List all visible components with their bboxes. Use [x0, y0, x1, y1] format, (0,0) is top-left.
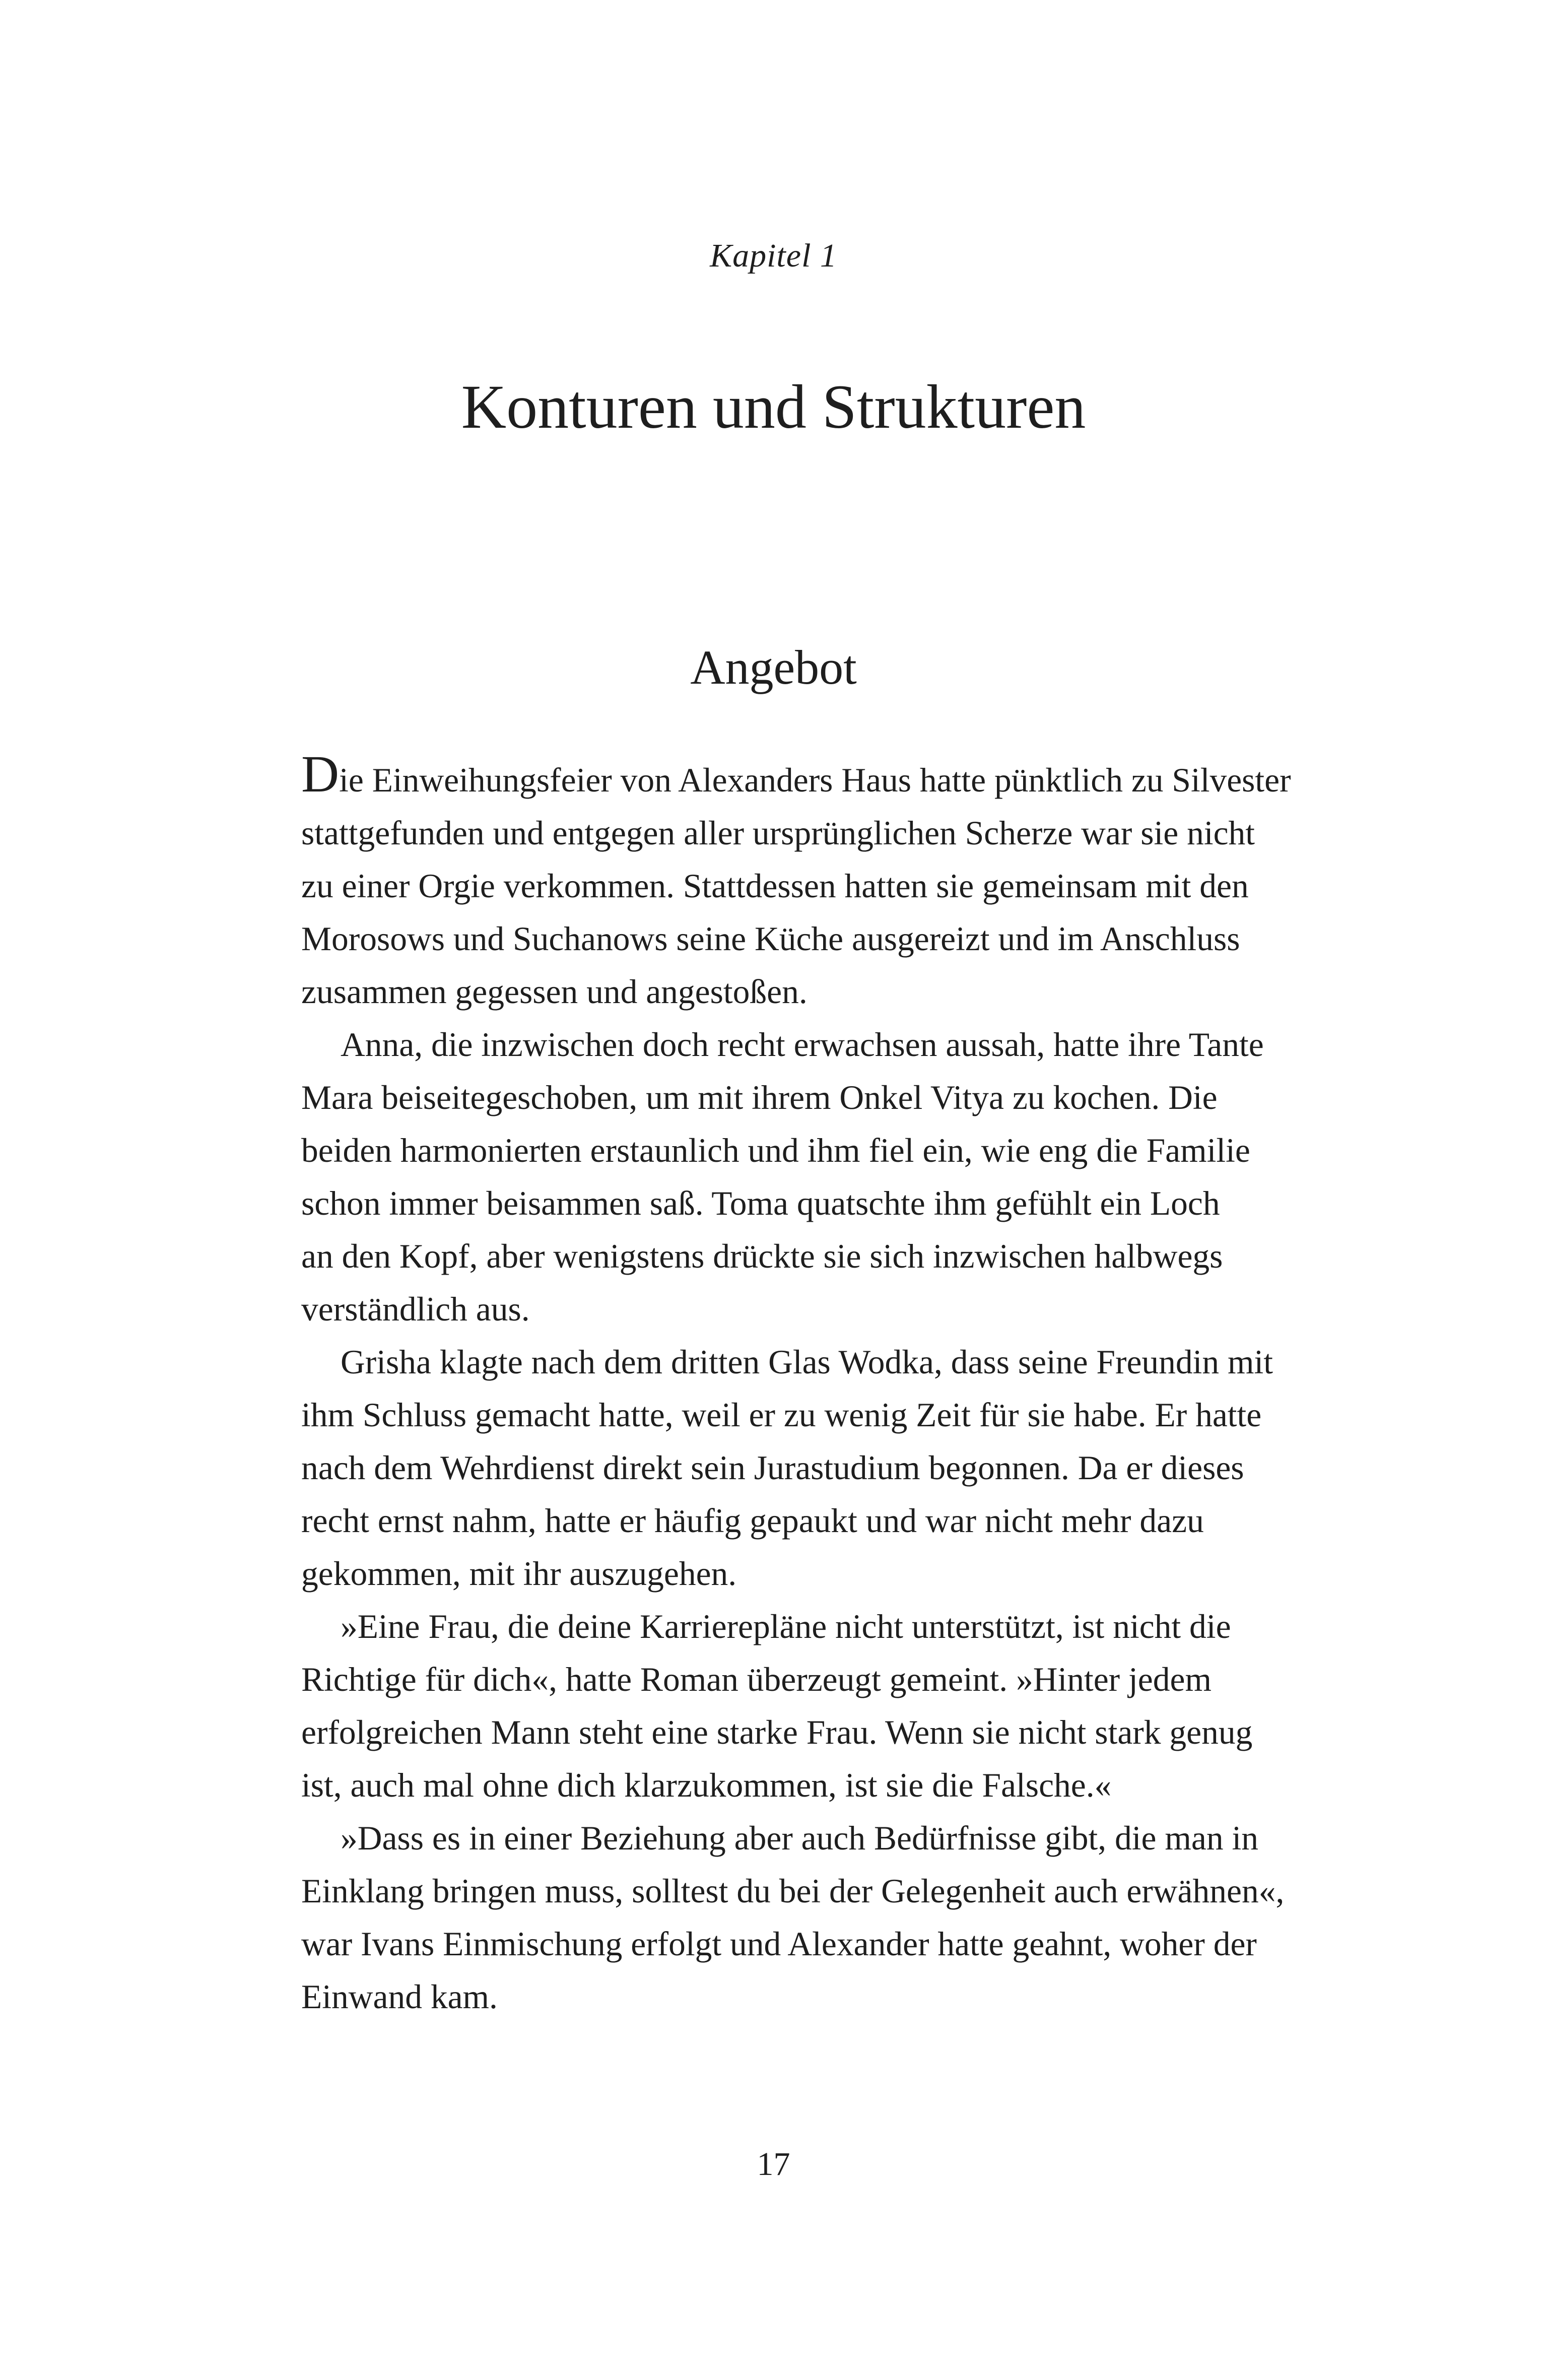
- text-line: beiden harmonierten erstaunlich und ihm fiel ein, wie eng die Familie: [301, 1132, 1250, 1169]
- paragraph-1: [301, 745, 1291, 1018]
- text-line: zusammen gegessen und angestoßen.: [301, 973, 808, 1011]
- text-line: Einklang bringen muss, solltest du bei der Gelegenheit auch erwähnen«,: [301, 1872, 1285, 1910]
- page-number: 17: [757, 2146, 790, 2183]
- line-text: ie Einweihungsfeier von Alexanders Haus hatte pünktlich zu Silvester: [339, 761, 1291, 799]
- paragraph-3: [301, 1336, 1284, 1600]
- text-line: verständlich aus.: [301, 1290, 530, 1328]
- text-line: erfolgreichen Mann steht eine starke Frau. Wenn sie nicht stark genug: [301, 1713, 1253, 1751]
- section-title: Angebot: [690, 640, 857, 694]
- text-line: gekommen, mit ihr auszugehen.: [301, 1555, 737, 1593]
- text-line: nach dem Wehrdienst direkt sein Jurastudium begonnen. Da er dieses: [301, 1449, 1244, 1487]
- text-line: Mara beiseitegeschoben, um mit ihrem Onkel Vitya zu kochen. Die: [301, 1079, 1218, 1116]
- drop-cap: D: [301, 745, 340, 803]
- body-text: [301, 745, 1291, 2023]
- text-line: schon immer beisammen saß. Toma quatschte ihm gefühlt ein Loch: [301, 1184, 1220, 1222]
- text-line: Morosows und Suchanows seine Küche ausgereizt und im Anschluss: [301, 920, 1240, 958]
- text-line: ist, auch mal ohne dich klarzukommen, ist sie die Falsche.«: [301, 1766, 1112, 1804]
- text-line: »Dass es in einer Beziehung aber auch Bedürfnisse gibt, die man in: [341, 1819, 1258, 1857]
- text-line: zu einer Orgie verkommen. Stattdessen hatten sie gemeinsam mit den: [301, 867, 1249, 905]
- text-line: Grisha klagte nach dem dritten Glas Wodka, dass seine Freundin mit: [341, 1343, 1273, 1381]
- text-line: an den Kopf, aber wenigstens drückte sie sich inzwischen halbwegs: [301, 1237, 1223, 1275]
- text-line: recht ernst nahm, hatte er häufig gepaukt und war nicht mehr dazu: [301, 1502, 1204, 1540]
- paragraph-5: [301, 1812, 1284, 2023]
- text-line: stattgefunden und entgegen aller ursprünglichen Scherze war sie nicht: [301, 814, 1255, 852]
- text-line: ihm Schluss gemacht hatte, weil er zu wenig Zeit für sie habe. Er hatte: [301, 1396, 1262, 1434]
- text-line: [301, 745, 1291, 807]
- chapter-label: Kapitel 1: [710, 237, 837, 274]
- text-line: Richtige für dich«, hatte Roman überzeugt gemeint. »Hinter jedem: [301, 1661, 1212, 1698]
- paragraph-4: [301, 1600, 1284, 1812]
- text-line: Anna, die inzwischen doch recht erwachsen aussah, hatte ihre Tante: [341, 1026, 1264, 1064]
- chapter-title: Konturen und Strukturen: [461, 372, 1086, 441]
- text-line: war Ivans Einmischung erfolgt und Alexander hatte geahnt, woher der: [301, 1925, 1257, 1963]
- paragraph-2: [301, 1018, 1284, 1336]
- text-line: »Eine Frau, die deine Karrierepläne nicht unterstützt, ist nicht die: [341, 1608, 1231, 1645]
- text-line: Einwand kam.: [301, 1978, 498, 2016]
